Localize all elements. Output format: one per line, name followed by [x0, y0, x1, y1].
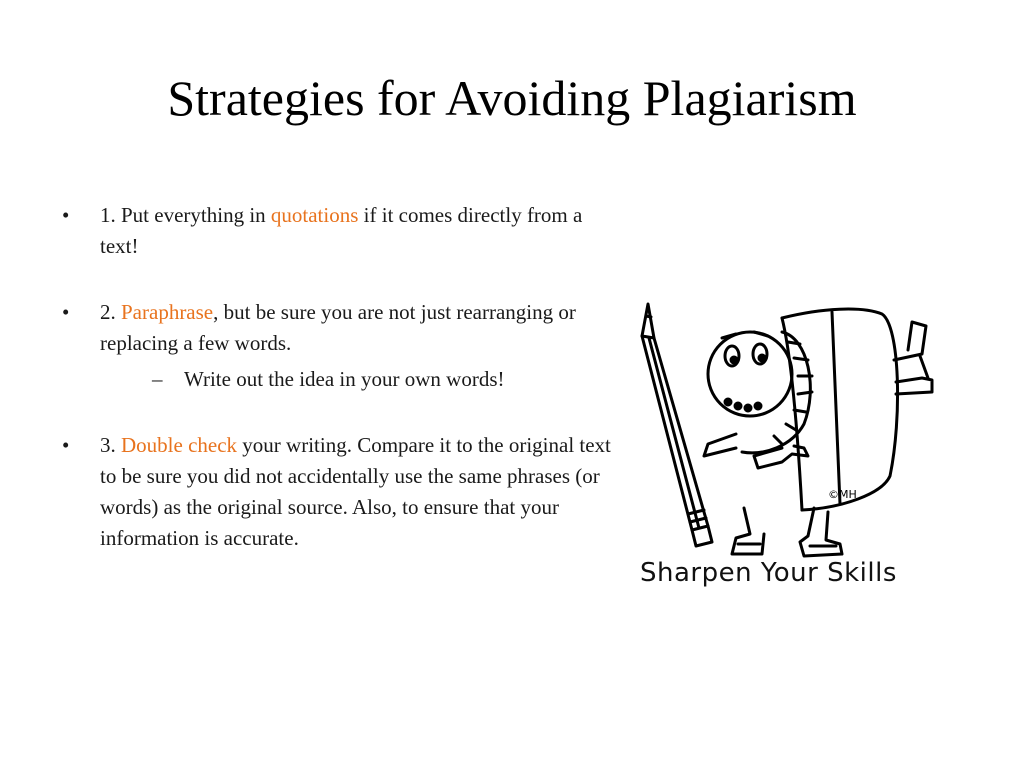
bullet-text: 2.: [100, 300, 121, 324]
bullet-highlight: Paraphrase: [121, 300, 214, 324]
bullet-list: [62, 200, 622, 589]
bullet-item-2: [62, 297, 622, 395]
bullet-text: if it comes directly from a text!: [100, 203, 583, 258]
sub-bullet-item: [100, 364, 622, 395]
bullet-text: , but be sure you are not just rearranging or replacing a few words.: [100, 300, 576, 355]
bullet-marker: •: [62, 433, 70, 457]
bullet-text: 1. Put everything in: [100, 203, 271, 227]
bullet-item-3: [62, 430, 622, 554]
bullet-marker: •: [62, 203, 70, 227]
bullet-highlight: Double check: [121, 433, 238, 457]
sub-bullet-text: Write out the idea in your own words!: [184, 367, 505, 391]
slide-title: Strategies for Avoiding Plagiarism: [167, 70, 857, 126]
bullet-text: your writing. Compare it to the original text to be sure you did not accidentally use the same phrases (or words) as the original source. Also, to ensure that your information is accurate.: [100, 433, 611, 550]
sharpener-body-icon: [704, 309, 932, 556]
sub-bullet-marker: –: [152, 367, 163, 391]
bullet-item-1: [62, 200, 622, 262]
bullet-highlight: quotations: [270, 203, 359, 227]
smiley-face-icon: [708, 332, 812, 453]
illustration-caption: Sharpen Your Skills: [640, 558, 897, 588]
svg-text:©MH: ©MH: [828, 488, 857, 501]
signature-mark: [828, 488, 857, 501]
bullet-marker: •: [62, 300, 70, 324]
bullet-text: 3.: [100, 433, 121, 457]
pencil-icon: [642, 304, 712, 546]
